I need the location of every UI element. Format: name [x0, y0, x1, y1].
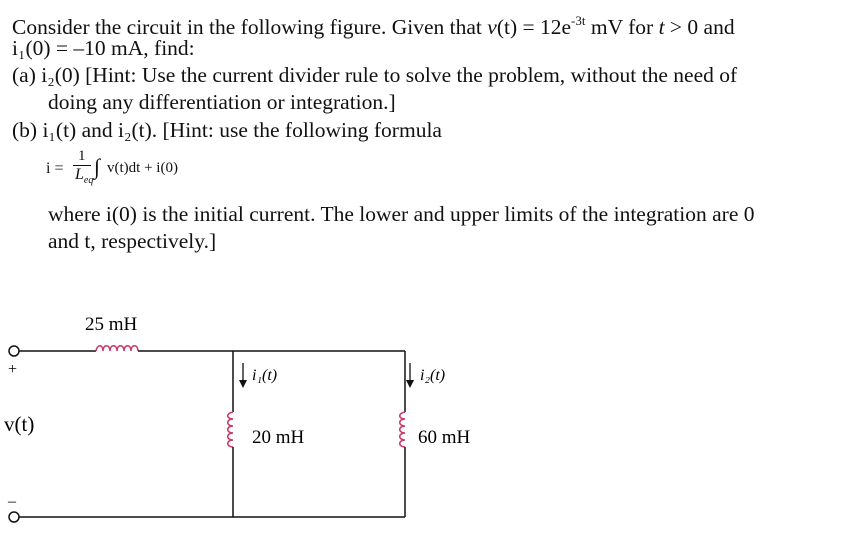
integral-sign: ∫	[94, 154, 101, 179]
text-segment: = 12e	[517, 15, 572, 39]
source-label: v(t)	[4, 412, 35, 436]
denominator-symbol: L	[75, 166, 84, 183]
text-segment: > 0 and	[664, 15, 735, 39]
formula-numerator: 1	[78, 148, 86, 164]
plus-sign: +	[8, 361, 18, 378]
var-t: t	[658, 15, 665, 39]
part-a-line-1: (a) i₂(0) [Hint: Use the current divider rule to solve the problem, without the need of	[12, 63, 738, 87]
label-60mh: 60 mH	[418, 427, 471, 448]
formula-body: v(t)dt + i(0)	[107, 160, 178, 176]
label-25mh: 25 mH	[85, 314, 138, 335]
text-segment: mV for	[585, 15, 659, 39]
circuit-diagram	[0, 300, 843, 539]
inductor-20mh	[228, 412, 233, 447]
var-v: v	[487, 15, 497, 39]
where-line-1: where i(0) is the initial current. The lower and upper limits of the integration are 0	[48, 202, 755, 226]
i2-arrow-head	[406, 380, 414, 388]
inductor-25mh	[96, 346, 138, 351]
i1-arrow-head	[239, 380, 247, 388]
problem-line-2: i₁(0) = –10 mA, find:	[12, 36, 195, 60]
i2-label: i₂(t)	[420, 367, 446, 384]
i1-label: i₁(t)	[252, 367, 278, 384]
part-b-line: (b) i₁(t) and i₂(t). [Hint: use the following formula	[12, 118, 442, 142]
label-20mh: 20 mH	[252, 427, 305, 448]
top-terminal	[9, 346, 19, 356]
text-segment: Consider the circuit in the following figure. Given that	[12, 15, 488, 39]
formula-lhs: i =	[46, 160, 64, 177]
where-line-2: and t, respectively.]	[48, 229, 217, 253]
bottom-terminal	[9, 512, 19, 522]
exponent: -3t	[571, 13, 586, 28]
text-segment: (t)	[496, 15, 518, 39]
inductor-60mh	[400, 412, 405, 447]
denominator-subscript: eq	[83, 175, 94, 187]
minus-sign: –	[8, 493, 16, 510]
part-a-line-2: doing any differentiation or integration.]	[48, 90, 396, 114]
formula-denominator	[75, 166, 93, 186]
